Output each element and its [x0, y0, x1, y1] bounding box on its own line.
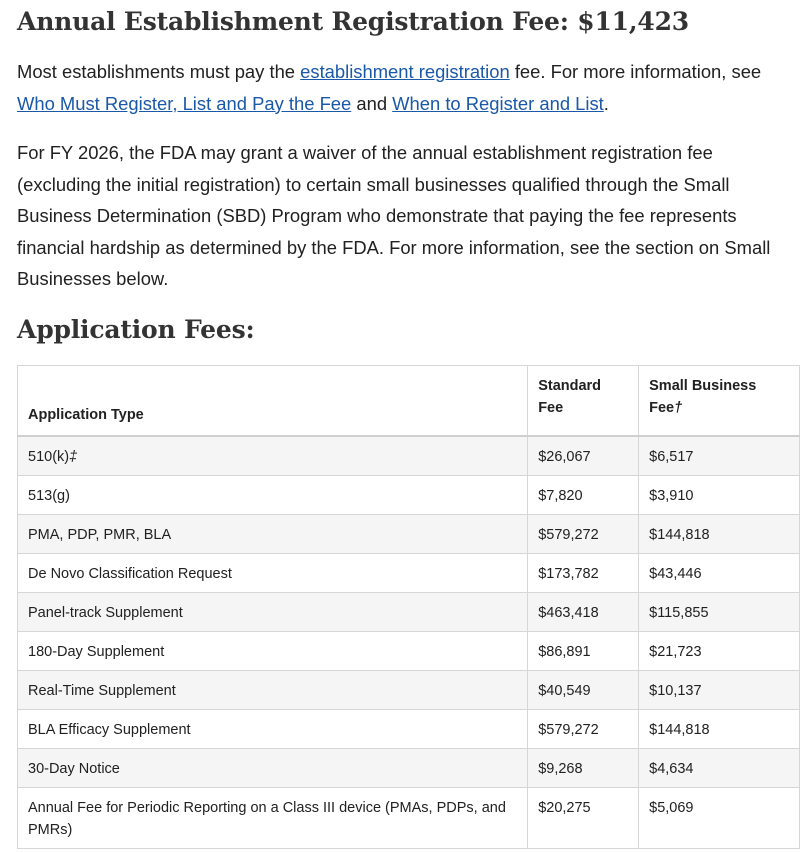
- cell-small-business-fee: $3,910: [639, 475, 800, 514]
- header-small-business-fee: [639, 366, 800, 437]
- cell-standard-fee: $173,782: [528, 553, 639, 592]
- cell-small-business-fee: $115,855: [639, 592, 800, 631]
- table-row: [18, 553, 800, 592]
- application-type-label: 513(g): [28, 487, 70, 504]
- cell-application-type: [18, 748, 528, 787]
- cell-application-type: [18, 553, 528, 592]
- table-row: [18, 787, 800, 848]
- intro-text-2: fee. For more information, see: [509, 61, 762, 82]
- application-fees-heading: Application Fees:: [17, 315, 255, 344]
- establishment-fee-heading: Annual Establishment Registration Fee: $11,423: [17, 7, 689, 36]
- intro-text-4: .: [603, 92, 609, 114]
- cell-application-type: [18, 787, 528, 848]
- header-application-type: Application Type: [18, 366, 528, 437]
- cell-application-type: [18, 670, 528, 709]
- application-type-label: PMA, PDP, PMR, BLA: [28, 526, 172, 543]
- application-type-label: BLA Efficacy Supplement: [28, 721, 191, 738]
- cell-application-type: [18, 514, 528, 553]
- table-row: [18, 709, 800, 748]
- cell-application-type: [18, 709, 528, 748]
- application-type-label: 510(k): [28, 449, 70, 465]
- cell-small-business-fee: $21,723: [639, 631, 800, 670]
- application-type-label: 180-Day Supplement: [28, 643, 165, 660]
- cell-application-type: [18, 475, 528, 514]
- dagger-footnote-mark: †: [674, 400, 683, 416]
- cell-standard-fee: $86,891: [528, 631, 639, 670]
- table-row: [18, 514, 800, 553]
- cell-standard-fee: $579,272: [528, 709, 639, 748]
- cell-small-business-fee: $4,634: [639, 748, 800, 787]
- application-type-label: 30-Day Notice: [28, 760, 120, 777]
- table-row: [18, 475, 800, 514]
- application-type-label: Annual Fee for Periodic Reporting on a Class III device (PMAs, PDPs, and PMRs): [28, 799, 506, 838]
- cell-small-business-fee: $6,517: [639, 436, 800, 475]
- cell-standard-fee: $9,268: [528, 748, 639, 787]
- application-type-label: De Novo Classification Request: [28, 565, 232, 582]
- cell-application-type: [18, 631, 528, 670]
- application-fees-table: [17, 365, 800, 849]
- double-dagger-footnote-mark: ‡: [69, 449, 78, 465]
- intro-text-3: and: [351, 92, 393, 114]
- cell-small-business-fee: $144,818: [639, 514, 800, 553]
- cell-small-business-fee: $5,069: [639, 787, 800, 848]
- intro-text-1: Most establishments must pay the: [17, 61, 301, 82]
- table-row: [18, 631, 800, 670]
- application-type-label: Panel-track Supplement: [28, 604, 183, 621]
- cell-standard-fee: $26,067: [528, 436, 639, 475]
- establishment-registration-link[interactable]: establishment registration: [300, 61, 510, 82]
- who-must-register-link[interactable]: Who Must Register, List and Pay the Fee: [17, 92, 352, 114]
- cell-small-business-fee: $144,818: [639, 709, 800, 748]
- table-body: [18, 436, 800, 848]
- table-header-row: [18, 366, 800, 437]
- table-row: [18, 748, 800, 787]
- when-to-register-link[interactable]: When to Register and List: [392, 92, 604, 114]
- cell-standard-fee: $40,549: [528, 670, 639, 709]
- header-standard-fee: Standard Fee: [528, 366, 639, 437]
- table-row: [18, 436, 800, 475]
- cell-application-type: [18, 436, 528, 475]
- cell-standard-fee: $20,275: [528, 787, 639, 848]
- application-type-label: Real-Time Supplement: [28, 682, 176, 699]
- cell-small-business-fee: $43,446: [639, 553, 800, 592]
- cell-standard-fee: $7,820: [528, 475, 639, 514]
- table-row: [18, 592, 800, 631]
- cell-standard-fee: $579,272: [528, 514, 639, 553]
- establishment-fee-intro: [17, 56, 800, 119]
- header-small-business-label: Small Business Fee: [649, 378, 757, 416]
- table-row: [18, 670, 800, 709]
- cell-standard-fee: $463,418: [528, 592, 639, 631]
- waiver-paragraph: For FY 2026, the FDA may grant a waiver of the annual establishment registration fee (excluding the initial registration) to certain small businesses qualified through the Small Business Determination (SBD) Program who demonstrate that paying the fee represents financial hardship as determined by the FDA. For more information, see the section on Small Businesses below.: [17, 142, 771, 289]
- cell-small-business-fee: $10,137: [639, 670, 800, 709]
- cell-application-type: [18, 592, 528, 631]
